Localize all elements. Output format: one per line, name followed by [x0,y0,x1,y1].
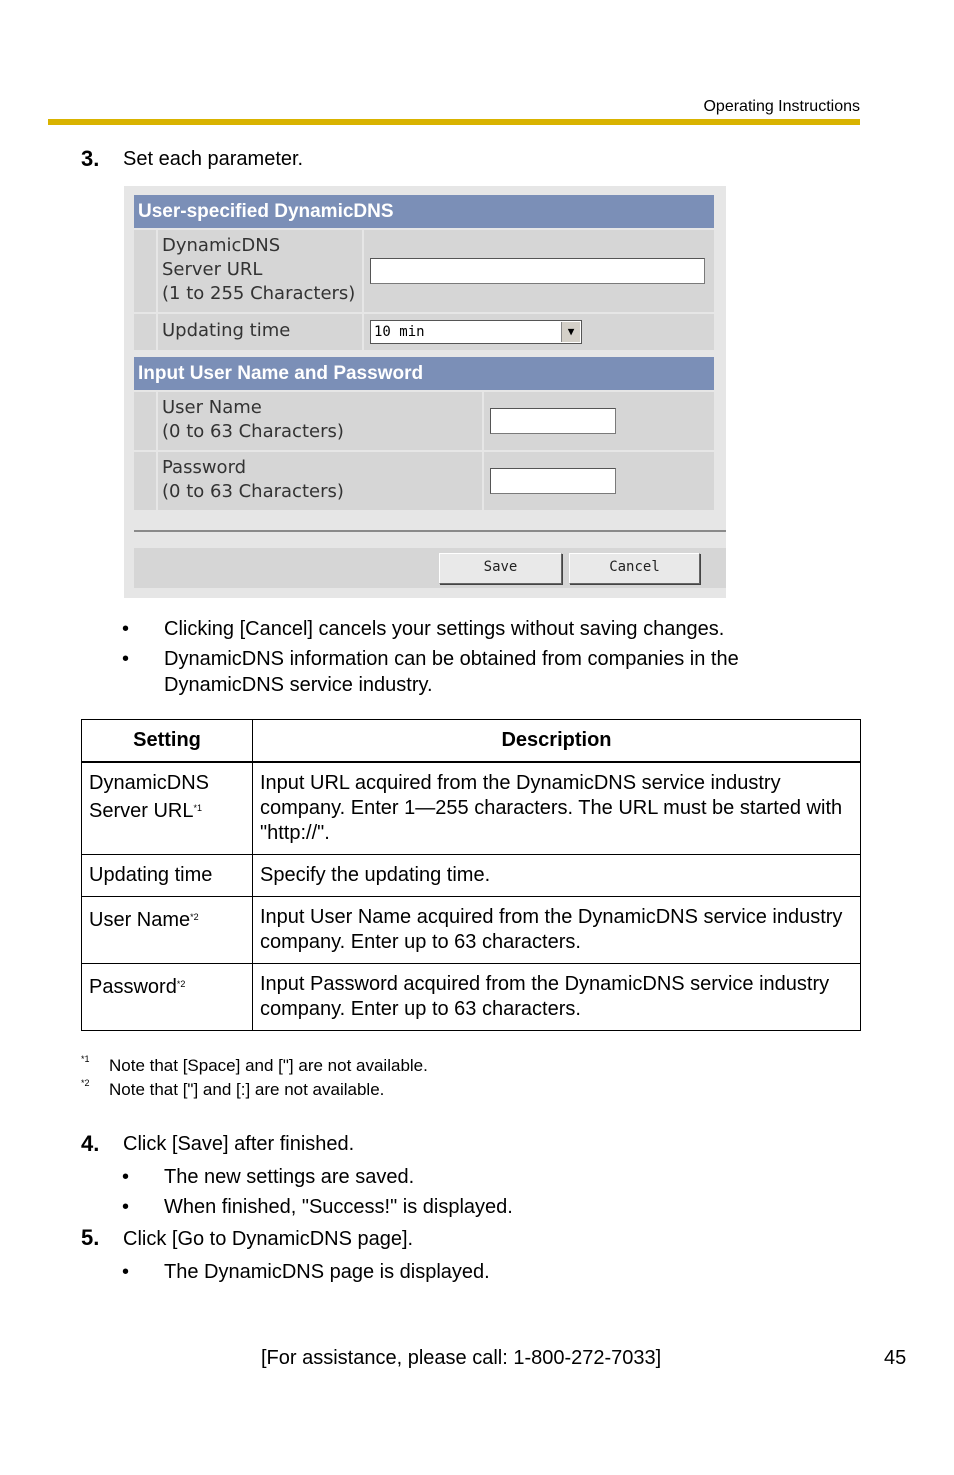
indent-cell [134,314,156,350]
setting-name-line2 [89,796,245,824]
step-4-text: Click [Save] after finished. [123,1133,355,1155]
table-row [82,897,861,964]
column-header-description: Description [253,720,861,763]
setting-name-text: Password [89,976,177,998]
list-item-text: When finished, "Success!" is displayed. [164,1196,513,1218]
footnote-mark: *1 [193,803,202,813]
updating-time-label: Updating time [158,314,362,350]
setting-name-text: User Name [89,909,191,931]
setting-cell [82,964,253,1031]
server-url-label-line1: DynamicDNS [162,235,281,256]
setting-cell [82,855,253,897]
server-url-label-line2: Server URL [162,259,263,280]
footnote-mark: *2 [81,1078,90,1088]
step-number-4: 4. [81,1131,100,1156]
indent-cell [134,452,156,510]
table-row [82,762,861,855]
header-rule [48,119,860,125]
list-item-text: The DynamicDNS page is displayed. [164,1261,490,1283]
list-item [122,1164,415,1190]
list-item-text-line1: DynamicDNS information can be obtained from companies in the [164,648,739,670]
column-header-setting: Setting [82,720,253,763]
description-cell: Input URL acquired from the DynamicDNS service industry company. Enter 1—255 characters. The URL must be started with "http://". [253,762,861,855]
password-label [158,452,482,510]
bullet-mark: • [122,1261,130,1283]
step-3-text: Set each parameter. [123,148,304,170]
table-row [82,964,861,1031]
footnote-text: Note that ["] and [:] are not available. [109,1080,385,1099]
user-name-label-line1: User Name [162,397,262,418]
divider [134,530,726,532]
step-5-text: Click [Go to DynamicDNS page]. [123,1228,414,1250]
table-row [82,855,861,897]
footnote-mark: *1 [81,1054,90,1064]
description-cell: Input Password acquired from the DynamicDNS service industry company. Enter up to 63 characters. [253,964,861,1031]
list-item [122,1259,490,1285]
dynamicdns-settings-panel [124,186,726,598]
setting-name-text: Updating time [89,864,213,886]
description-cell: Specify the updating time. [253,855,861,897]
section-header-user-specified: User-specified DynamicDNS [134,195,714,228]
save-button[interactable]: Save [439,553,562,584]
footnote-mark: *2 [190,912,199,922]
user-name-label-line2: (0 to 63 Characters) [162,421,344,442]
description-cell: Input User Name acquired from the DynamicDNS service industry company. Enter up to 63 characters. [253,897,861,964]
user-name-input[interactable] [490,408,616,434]
header-title: Operating Instructions [703,98,860,115]
section-header-user-password: Input User Name and Password [134,357,714,390]
updating-time-value: 10 min [374,324,425,340]
step-number-5: 5. [81,1225,100,1250]
server-url-label [158,230,362,312]
user-name-label [158,392,482,450]
footnote [81,1054,428,1076]
footnote-mark: *2 [176,979,186,989]
list-item [122,616,725,642]
password-label-line1: Password [162,457,247,478]
bullet-mark: • [122,618,130,640]
list-item-text: The new settings are saved. [164,1166,415,1188]
setting-cell [82,897,253,964]
server-url-label-line3: (1 to 255 Characters) [162,283,356,304]
bullet-mark: • [122,1196,130,1218]
server-url-input[interactable] [370,258,705,284]
list-item-text-line2: DynamicDNS service industry. [164,674,433,696]
settings-table [81,719,861,1031]
assistance-line: [For assistance, please call: 1-800-272-7033] [261,1347,662,1369]
setting-name-line1: DynamicDNS [89,772,210,794]
footnote-text: Note that [Space] and ["] are not available. [109,1056,428,1075]
bullet-mark: • [122,648,130,670]
page-number: 45 [884,1347,907,1369]
step-number-3: 3. [81,146,100,171]
chevron-down-icon[interactable]: ▼ [561,322,580,342]
setting-name-text: Server URL [89,800,194,822]
password-label-line2: (0 to 63 Characters) [162,481,344,502]
cancel-button[interactable]: Cancel [569,553,700,584]
list-item-text: Clicking [Cancel] cancels your settings without saving changes. [164,618,725,640]
table-header-row [82,720,861,763]
password-input[interactable] [490,468,616,494]
list-item [122,646,739,698]
setting-cell [82,762,253,855]
updating-time-select[interactable] [370,320,582,344]
bullet-mark: • [122,1166,130,1188]
footnote [81,1078,385,1100]
indent-cell [134,392,156,450]
indent-cell [134,230,156,312]
list-item [122,1194,513,1220]
